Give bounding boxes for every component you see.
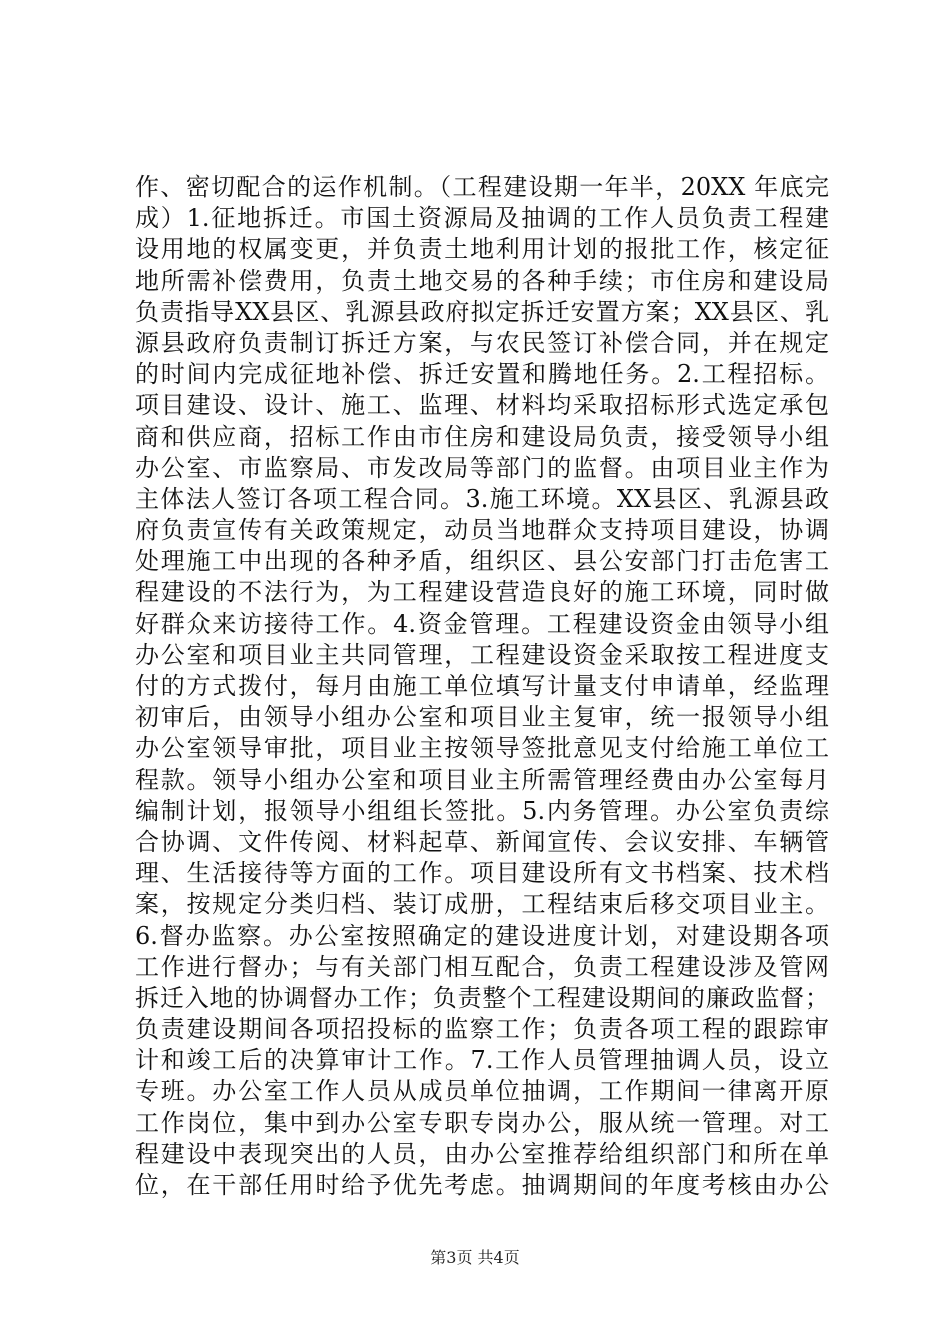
body-line: 处理施工中出现的各种矛盾，组织区、县公安部门打击危害工 [135,547,829,576]
body-line: 合协调、文件传阅、材料起草、新闻宣传、会议安排、车辆管 [135,827,829,856]
body-line: 拆迁入地的协调督办工作；负责整个工程建设期间的廉政监督； [135,983,829,1012]
body-line: 主体法人签订各项工程合同。3.施工环境。XX县区、乳源县政 [135,484,829,513]
body-line: 程款。领导小组办公室和项目业主所需管理经费由办公室每月 [135,765,829,794]
body-line: 理、生活接待等方面的工作。项目建设所有文书档案、技术档 [135,859,829,888]
page-number-footer: 第3页 共4页 [430,1248,520,1267]
body-line: 初审后，由领导小组办公室和项目业主复审，统一报领导小组 [135,703,829,732]
body-line: 专班。办公室工作人员从成员单位抽调，工作期间一律离开原 [135,1077,829,1106]
body-line: 程建设中表现突出的人员，由办公室推荐给组织部门和所在单 [135,1139,829,1168]
body-line: 项目建设、设计、施工、监理、材料均采取招标形式选定承包 [135,391,829,420]
body-line: 6.督办监察。办公室按照确定的建设进度计划，对建设期各项 [135,921,829,950]
body-line: 作、密切配合的运作机制。（工程建设期一年半，20XX 年底完 [135,173,829,201]
body-line: 设用地的权属变更，并负责土地利用计划的报批工作，核定征 [135,235,829,264]
body-line: 工作岗位，集中到办公室专职专岗办公，服从统一管理。对工 [135,1108,829,1137]
body-line: 案，按规定分类归档、装订成册，工程结束后移交项目业主。 [135,890,829,919]
body-line: 办公室领导审批，项目业主按领导签批意见支付给施工单位工 [135,734,829,763]
body-line: 程建设的不法行为，为工程建设营造良好的施工环境，同时做 [135,578,829,607]
body-line: 办公室和项目业主共同管理，工程建设资金采取按工程进度支 [135,640,829,669]
body-line: 编制计划，报领导小组组长签批。5.内务管理。办公室负责综 [135,796,829,825]
body-line: 地所需补偿费用，负责土地交易的各种手续；市住房和建设局 [135,266,829,295]
body-line: 负责指导XX县区、乳源县政府拟定拆迁安置方案；XX县区、乳 [135,297,829,326]
body-line: 成）1.征地拆迁。市国土资源局及抽调的工作人员负责工程建 [135,204,829,233]
body-line: 负责建设期间各项招投标的监察工作；负责各项工程的跟踪审 [135,1015,829,1044]
body-line: 府负责宣传有关政策规定，动员当地群众支持项目建设，协调 [135,516,829,545]
body-line: 源县政府负责制订拆迁方案，与农民签订补偿合同，并在规定 [135,328,829,357]
body-line: 的时间内完成征地补偿、拆迁安置和腾地任务。2.工程招标。 [135,360,829,389]
body-line: 工作进行督办；与有关部门相互配合，负责工程建设涉及管网 [135,952,829,981]
body-line: 好群众来访接待工作。4.资金管理。工程建设资金由领导小组 [135,609,829,638]
body-line: 位，在干部任用时给予优先考虑。抽调期间的年度考核由办公 [135,1171,829,1199]
body-line: 办公室、市监察局、市发改局等部门的监督。由项目业主作为 [135,453,829,482]
document-body [135,172,829,1201]
body-line: 付的方式拨付，每月由施工单位填写计量支付申请单，经监理 [135,672,829,700]
body-line: 商和供应商，招标工作由市住房和建设局负责，接受领导小组 [135,422,829,451]
body-line: 计和竣工后的决算审计工作。7.工作人员管理抽调人员，设立 [135,1046,829,1075]
